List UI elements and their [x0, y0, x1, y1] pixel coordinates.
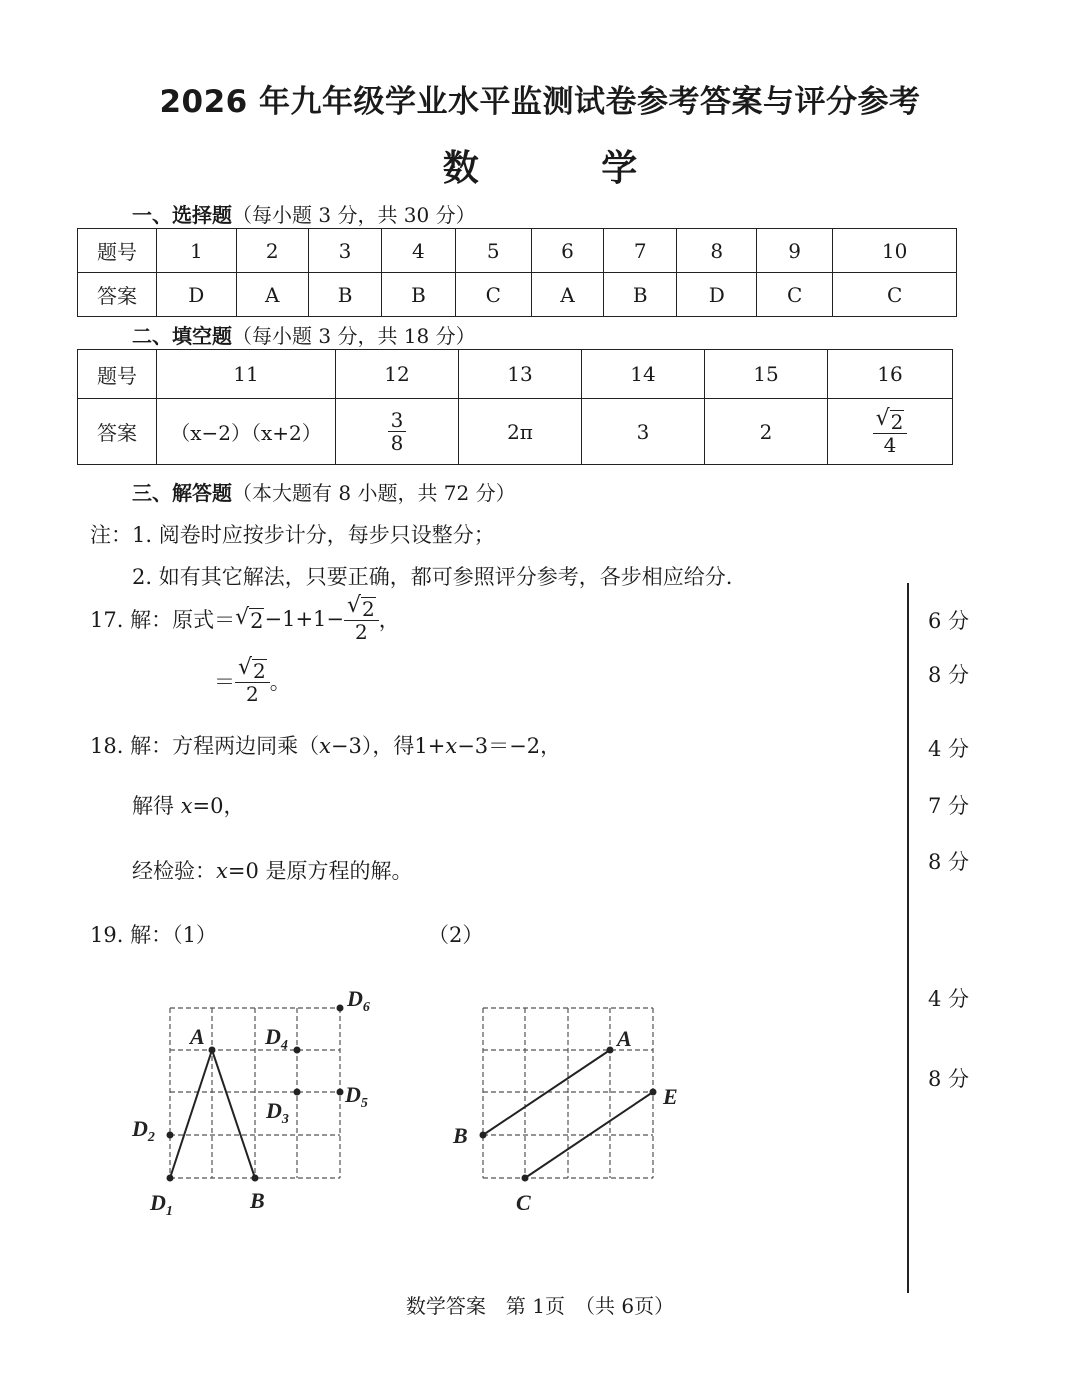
q18-line3: [132, 855, 412, 885]
numerator: 3: [388, 409, 407, 432]
letter: D: [345, 1082, 361, 1107]
point-label-d5: [344, 1082, 368, 1111]
subscript: 5: [360, 1096, 368, 1111]
q18-score-1: 4 分: [928, 737, 970, 761]
radicand: 2: [362, 597, 375, 621]
page-title: 2026 年九年级学业水平监测试卷参考答案与评分参考: [159, 84, 921, 120]
choice-number: 8: [677, 229, 757, 273]
radical-sign: √: [238, 655, 253, 680]
q19-figure-2: [440, 978, 700, 1218]
q18-text: 经检验：: [132, 859, 216, 883]
fill-answer-table: [77, 349, 953, 465]
subscript: 6: [362, 1000, 370, 1015]
choice-number: 10: [833, 229, 957, 273]
fill-row-label-a: 答案: [78, 399, 157, 465]
subscript: 3: [281, 1112, 289, 1127]
denominator: 2: [355, 620, 368, 644]
denominator: 4: [883, 433, 897, 457]
numerator: [873, 407, 908, 434]
choice-answer: B: [382, 273, 455, 317]
section1-heading: [132, 199, 476, 228]
q18-line2: [132, 790, 245, 820]
q17-result-tail: 。: [269, 669, 291, 694]
section2-heading: [132, 320, 476, 349]
section3-note: （本大题有 8 小题，共 72 分）: [232, 481, 516, 505]
numerator: [344, 594, 379, 621]
subscript: 2: [147, 1130, 155, 1145]
answer-16: [828, 399, 953, 465]
choice-number: 2: [236, 229, 308, 273]
q17-score-1: 6 分: [928, 609, 970, 633]
letter: D: [150, 1190, 166, 1215]
q17-middle: −1+1−: [264, 606, 344, 631]
radical-sign: √: [875, 406, 890, 431]
radical-sign: √: [235, 604, 250, 630]
fill-number: 11: [157, 350, 336, 399]
q19-label: 19. 解：（1）: [90, 923, 217, 947]
answer-14: 3: [582, 399, 705, 465]
radical-sign: √: [347, 593, 362, 618]
fill-number: 15: [705, 350, 828, 399]
denominator: 8: [390, 431, 404, 455]
choice-answer-table: [77, 228, 957, 317]
variable-x: x: [180, 794, 193, 818]
fill-row-label-q: 题号: [78, 350, 157, 399]
fill-number: 12: [336, 350, 459, 399]
choice-answer: C: [833, 273, 957, 317]
answer-11: （x−2）（x+2）: [157, 399, 336, 465]
denominator: 2: [246, 682, 259, 706]
choice-number: 4: [382, 229, 455, 273]
point-label-d1: [149, 1190, 173, 1218]
answer-15: 2: [705, 399, 828, 465]
q18-text: −3），得1+: [330, 734, 446, 758]
q18-score-3: 8 分: [928, 850, 970, 874]
choice-answer: D: [157, 273, 237, 317]
section3-heading: [132, 477, 516, 506]
variable-x: x: [445, 734, 458, 758]
subject-title: 数 学: [442, 148, 638, 189]
letter: D: [132, 1116, 148, 1141]
choice-answer: A: [531, 273, 603, 317]
q18-text: 18. 解：方程两边同乘（: [90, 734, 320, 758]
point-label-a: A: [190, 1024, 205, 1049]
q17-tail: ，: [378, 607, 400, 632]
choice-number: 7: [604, 229, 677, 273]
section2-note: （每小题 3 分，共 18 分）: [232, 324, 476, 348]
q19-score-2: 8 分: [928, 1067, 970, 1091]
radicand: 2: [253, 659, 266, 683]
q18-text: 解得: [132, 794, 181, 818]
numerator: [235, 656, 270, 683]
section2-title: 二、填空题: [132, 324, 232, 348]
equals-sign: ＝: [214, 669, 235, 694]
point-label-d2: [131, 1116, 155, 1145]
choice-number: 9: [757, 229, 833, 273]
point-label-d4: [264, 1024, 288, 1053]
point-label-b: B: [250, 1188, 265, 1213]
point-label-d3: [265, 1098, 289, 1127]
answer-12: [336, 399, 459, 465]
choice-row-label-q: 题号: [78, 229, 157, 273]
fill-number: 14: [582, 350, 705, 399]
fraction: [235, 656, 270, 705]
fraction: [873, 407, 908, 456]
subscript: 4: [280, 1038, 288, 1053]
fill-number: 16: [828, 350, 953, 399]
section1-note: （每小题 3 分，共 30 分）: [232, 203, 476, 227]
choice-answer: C: [757, 273, 833, 317]
choice-answer: D: [677, 273, 757, 317]
q17-score-2: 8 分: [928, 663, 970, 687]
q18-text: =0 是原方程的解。: [227, 859, 413, 883]
fraction: [344, 594, 379, 643]
subscript: 1: [165, 1204, 173, 1218]
choice-number: 5: [455, 229, 531, 273]
q18-line1: [90, 730, 561, 760]
choice-row-label-a: 答案: [78, 273, 157, 317]
choice-answer: B: [308, 273, 381, 317]
square-root: [876, 407, 905, 433]
choice-answer: B: [604, 273, 677, 317]
variable-x: x: [216, 859, 228, 883]
section1-title: 一、选择题: [132, 203, 232, 227]
fill-number: 13: [459, 350, 582, 399]
page-footer: 数学答案 第 1页 （共 6页）: [405, 1294, 675, 1318]
choice-answer: C: [455, 273, 531, 317]
square-root: [347, 594, 376, 620]
fraction: [388, 409, 407, 454]
q19-figure-1: [120, 978, 400, 1218]
section3-title: 三、解答题: [132, 481, 232, 505]
q17-line2: [214, 656, 291, 705]
letter: D: [266, 1098, 282, 1123]
q18-text: =0，: [192, 794, 245, 818]
point-label-a: A: [617, 1026, 632, 1051]
radicand: 2: [890, 410, 904, 434]
point-label-c: C: [516, 1190, 531, 1215]
choice-number: 3: [308, 229, 381, 273]
grading-note-2: 2. 如有其它解法，只要正确，都可参照评分参考，各步相应给分.: [132, 565, 733, 589]
q17-line1: [90, 594, 400, 643]
q18-score-2: 7 分: [928, 794, 970, 818]
square-root: [235, 605, 264, 633]
q18-text: −3＝−2，: [457, 734, 562, 758]
choice-number: 1: [157, 229, 237, 273]
q19-score-1: 4 分: [928, 987, 970, 1011]
variable-x: x: [319, 734, 331, 758]
grading-note-1: 注：1. 阅卷时应按步计分，每步只设整分；: [90, 523, 495, 547]
point-label-b: B: [453, 1123, 468, 1148]
radicand: 2: [250, 608, 264, 633]
letter: D: [265, 1024, 281, 1049]
choice-answer: A: [236, 273, 308, 317]
q19-label-2: （2）: [428, 923, 484, 947]
answer-13: 2π: [459, 399, 582, 465]
q17-label: 17. 解：原式＝: [90, 607, 236, 632]
point-label-d6: [346, 986, 370, 1015]
point-label-e: E: [663, 1084, 678, 1109]
choice-number: 6: [531, 229, 603, 273]
square-root: [238, 656, 267, 682]
letter: D: [347, 986, 363, 1011]
score-column-divider: [907, 583, 909, 1293]
